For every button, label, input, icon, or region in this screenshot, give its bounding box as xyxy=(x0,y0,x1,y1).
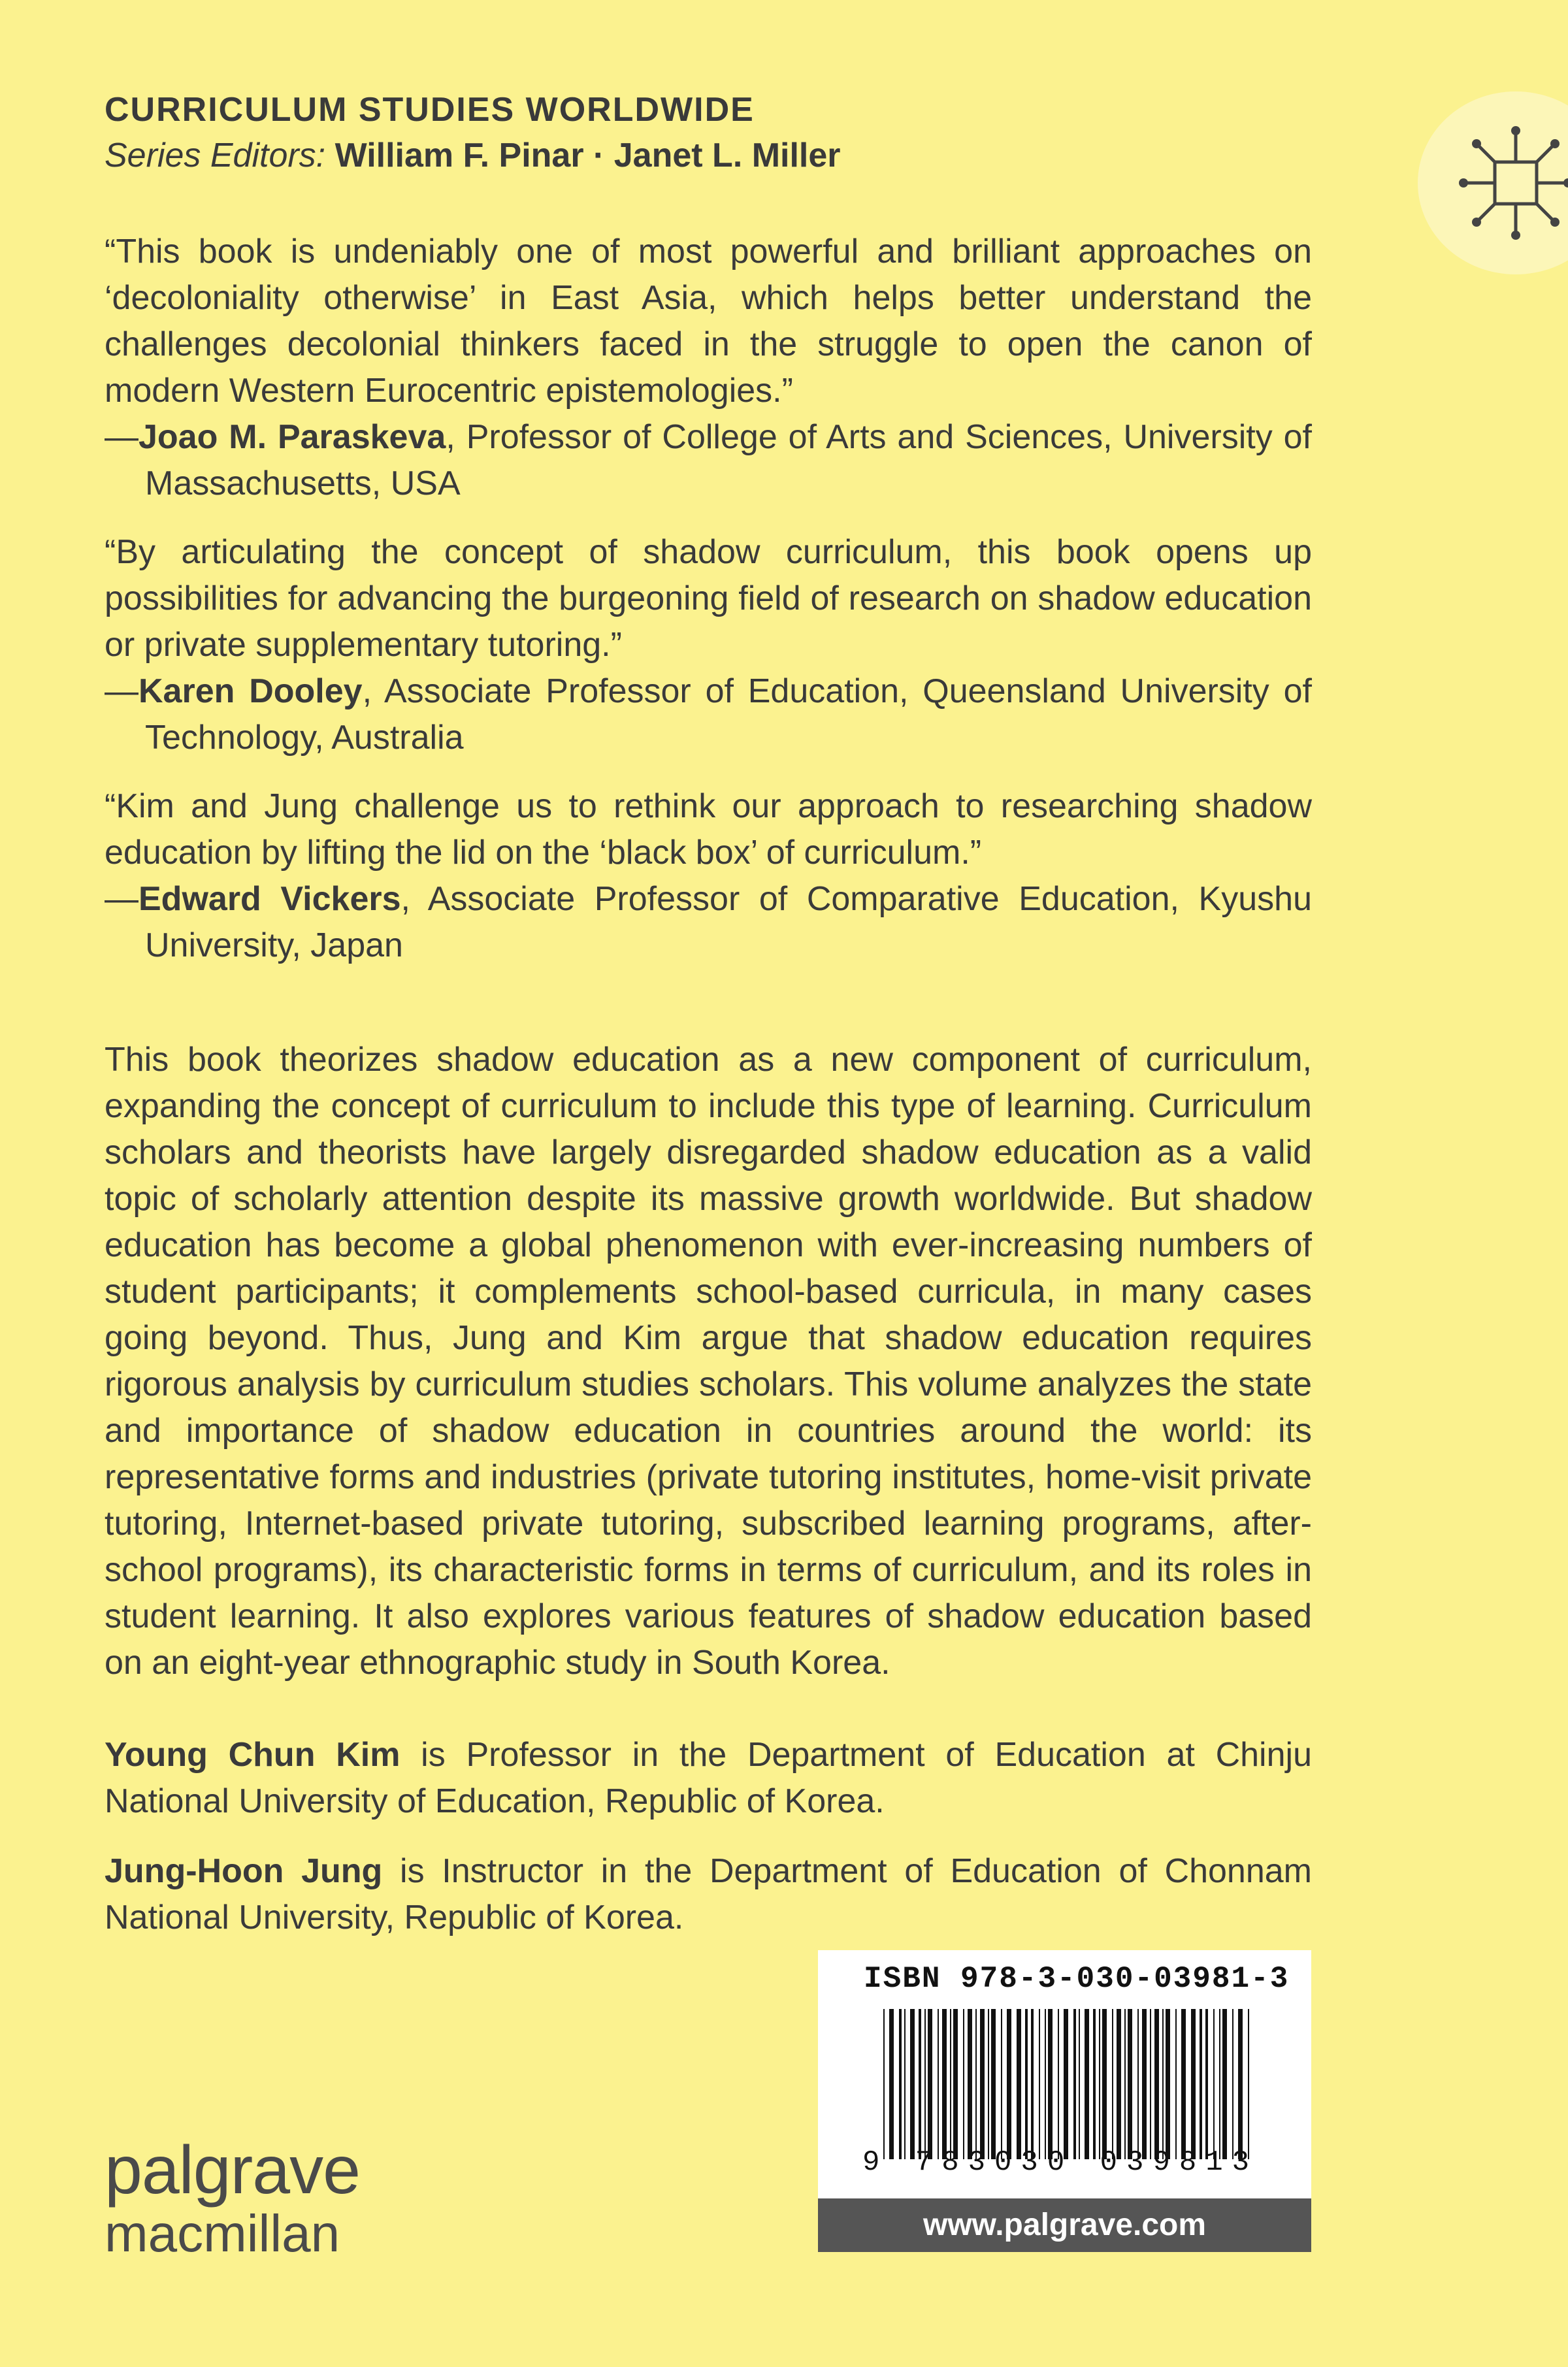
barcode-bar xyxy=(928,2009,932,2159)
barcode-bar xyxy=(953,2009,958,2159)
palgrave-emblem xyxy=(1418,91,1568,274)
barcode xyxy=(883,2009,1249,2159)
barcode-bar xyxy=(975,2009,977,2159)
author-bio-text: is Instructor in the Department of Education of Chonnam National University, Republic of Korea. xyxy=(105,1852,1312,1936)
series-title: CURRICULUM STUDIES WORLDWIDE xyxy=(105,91,755,129)
endorser-affiliation: , Associate Professor of Education, Queensland University of Technology, Australia xyxy=(145,672,1312,757)
barcode-bar xyxy=(910,2009,915,2159)
endorser-name: Edward Vickers xyxy=(139,880,401,918)
barcode-bar xyxy=(899,2009,902,2159)
barcode-bar xyxy=(1079,2009,1080,2159)
publisher-url: www.palgrave.com xyxy=(818,2198,1311,2252)
barcode-bar xyxy=(1001,2009,1002,2159)
barcode-bar xyxy=(1137,2009,1139,2159)
barcode-bar xyxy=(1162,2009,1164,2159)
barcode-bar xyxy=(1099,2009,1100,2159)
isbn-barcode-box xyxy=(818,1950,1311,2198)
barcode-bar xyxy=(1200,2009,1202,2159)
barcode-bar xyxy=(1045,2009,1046,2159)
barcode-bar xyxy=(1191,2009,1196,2159)
barcode-bar xyxy=(942,2009,947,2159)
author-bio-text: is Professor in the Department of Education at Chinju National University of Education, Republic of Korea. xyxy=(105,1736,1312,1820)
barcode-bar xyxy=(1064,2009,1068,2159)
barcode-bar xyxy=(904,2009,906,2159)
barcode-bar xyxy=(1117,2009,1121,2159)
barcode-bar xyxy=(1124,2009,1126,2159)
endorsement-attribution xyxy=(105,414,1312,507)
barcode-bar xyxy=(1154,2009,1159,2159)
publisher-logo-line2: macmillan xyxy=(105,2204,340,2262)
barcode-bar xyxy=(1128,2009,1132,2159)
book-description: This book theorizes shadow education as a new component of curriculum, expanding the concept of curriculum to include this type of learning. Curriculum scholars and theorists have largely disregarded shadow education as a valid topic of scholarly attention despite its massive growth worldwide. But shadow education has become a global phenomenon with ever-increasing numbers of student participants; it complements school-based curricula, in many cases going beyond. Thus, Jung and Kim argue that shadow education requires rigorous analysis by curriculum studies scholars. This volume analyzes the state and importance of shadow education in countries around the world: its representative forms and industries (private tutoring institutes, home-visit private tutoring, Internet-based private tutoring, subscribed learning programs, after-school programs), its characteristic forms in terms of curriculum, and its roles in student learning. It also explores various features of shadow education based on an eight-year ethnographic study in South Korea. xyxy=(105,1041,1312,1682)
endorsement-attribution xyxy=(105,876,1312,969)
endorsement-quote: “This book is undeniably one of most powerful and brilliant approaches on ‘decoloniality otherwise’ in East Asia, which helps better understand the challenges decolonial thinkers faced in the struggle to open the canon of modern Western Eurocentric epistemologies.” xyxy=(105,233,1312,410)
barcode-bar xyxy=(919,2009,921,2159)
barcode-bar xyxy=(968,2009,972,2159)
barcode-bar xyxy=(1025,2009,1028,2159)
series-editors-label: Series Editors: xyxy=(105,137,326,174)
barcode-bar xyxy=(991,2009,996,2159)
barcode-bar xyxy=(1219,2009,1220,2159)
endorser-name: Karen Dooley xyxy=(139,672,363,710)
barcode-bar xyxy=(1031,2009,1034,2159)
barcode-bar xyxy=(1248,2009,1249,2159)
barcode-bar xyxy=(1007,2009,1011,2159)
barcode-bar xyxy=(1112,2009,1113,2159)
attribution-dash: — xyxy=(105,418,139,456)
barcode-bar xyxy=(950,2009,951,2159)
barcode-bar xyxy=(1181,2009,1186,2159)
series-editors-names: William F. Pinar · Janet L. Miller xyxy=(335,137,841,174)
publisher-logo-line1: palgrave xyxy=(105,2132,360,2208)
barcode-bar xyxy=(963,2009,964,2159)
barcode-digits: 9 783030 039813 xyxy=(862,2146,1259,2179)
attribution-dash: — xyxy=(105,672,139,710)
publisher-logo xyxy=(105,2132,360,2263)
barcode-bar xyxy=(1048,2009,1053,2159)
endorser-affiliation: , Associate Professor of Comparative Education, Kyushu University, Japan xyxy=(145,880,1312,964)
palgrave-emblem-icon xyxy=(1450,118,1568,248)
author-name: Young Chun Kim xyxy=(105,1736,400,1774)
barcode-bar xyxy=(924,2009,926,2159)
barcode-bar xyxy=(1166,2009,1170,2159)
barcode-bar xyxy=(938,2009,939,2159)
barcode-bar xyxy=(1238,2009,1243,2159)
barcode-bar xyxy=(883,2009,885,2159)
barcode-bar xyxy=(1213,2009,1215,2159)
endorser-name: Joao M. Paraskeva xyxy=(139,418,446,456)
series-editors xyxy=(105,136,841,175)
barcode-bar xyxy=(988,2009,989,2159)
barcode-bar xyxy=(1093,2009,1096,2159)
barcode-bar xyxy=(1102,2009,1107,2159)
barcode-bar xyxy=(889,2009,894,2159)
barcode-bar xyxy=(1058,2009,1059,2159)
barcode-bar xyxy=(980,2009,985,2159)
barcode-bar xyxy=(1175,2009,1177,2159)
barcode-bar xyxy=(1222,2009,1227,2159)
barcode-bar xyxy=(1232,2009,1233,2159)
barcode-bar xyxy=(1205,2009,1208,2159)
isbn-label: ISBN 978-3-030-03981-3 xyxy=(864,1962,1290,1996)
barcode-bar xyxy=(1150,2009,1151,2159)
author-name: Jung-Hoon Jung xyxy=(105,1852,383,1890)
section-spacer xyxy=(105,991,1312,1037)
endorser-affiliation: , Professor of College of Arts and Sciences, University of Massachusetts, USA xyxy=(145,418,1312,502)
author-bio xyxy=(105,1732,1312,1825)
barcode-bar xyxy=(1142,2009,1147,2159)
cover-text xyxy=(105,229,1312,1965)
barcode-bar xyxy=(1073,2009,1076,2159)
barcode-bar xyxy=(1039,2009,1040,2159)
attribution-dash: — xyxy=(105,880,139,918)
barcode-bar xyxy=(1085,2009,1089,2159)
endorsement-attribution xyxy=(105,668,1312,761)
barcode-bar xyxy=(1017,2009,1021,2159)
endorsement-quote: “Kim and Jung challenge us to rethink our approach to researching shadow education by lifting the lid on the ‘black box’ of curriculum.” xyxy=(105,787,1312,872)
endorsement-quote: “By articulating the concept of shadow curriculum, this book opens up possibilities for advancing the burgeoning field of research on shadow education or private supplementary tutoring.” xyxy=(105,533,1312,664)
author-bio xyxy=(105,1848,1312,1941)
